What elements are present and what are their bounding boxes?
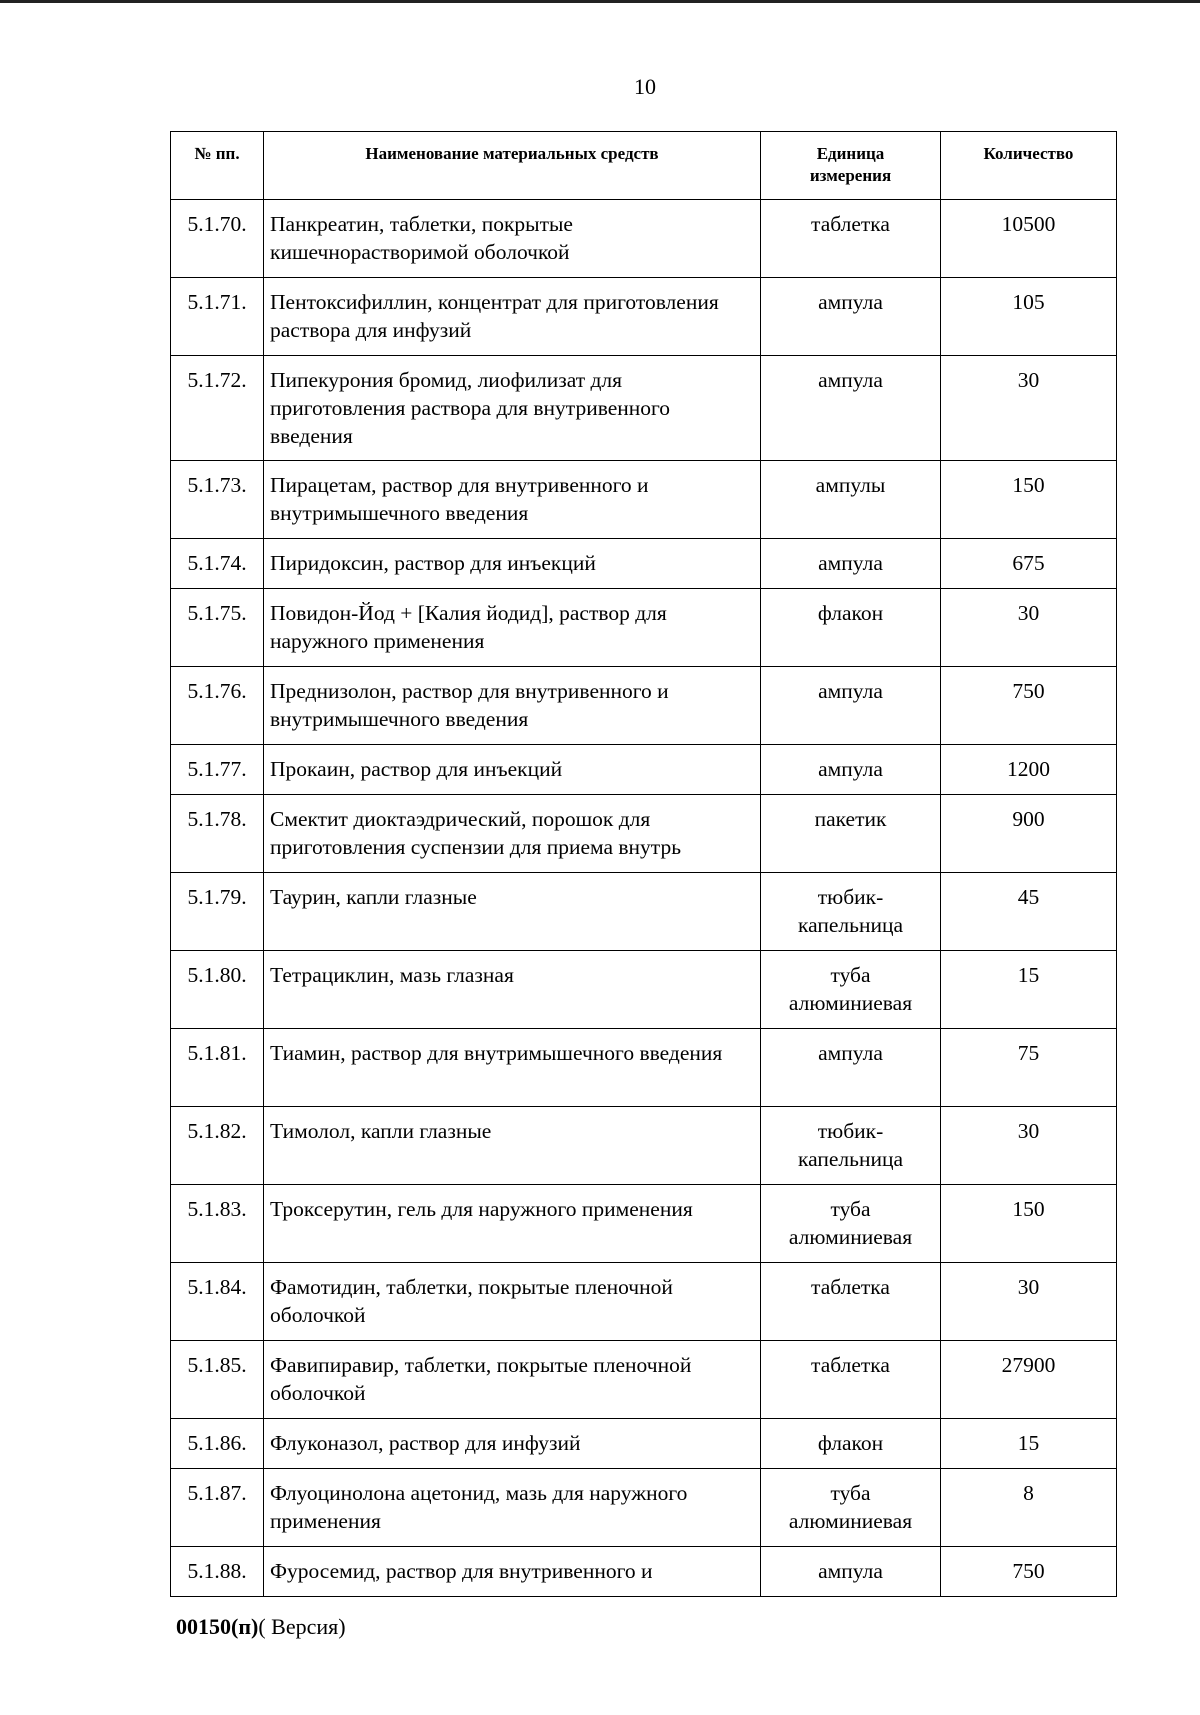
row-unit: тюбик-капельница bbox=[761, 873, 941, 951]
row-number: 5.1.70. bbox=[171, 200, 264, 278]
table-row bbox=[171, 461, 1117, 539]
row-item-name: Флуконазол, раствор для инфузий bbox=[264, 1419, 761, 1469]
row-unit: ампула bbox=[761, 745, 941, 795]
row-unit: тюбик-капельница bbox=[761, 1107, 941, 1185]
row-quantity: 30 bbox=[941, 356, 1117, 461]
row-unit: ампула bbox=[761, 667, 941, 745]
row-unit: флакон bbox=[761, 589, 941, 667]
document-code bbox=[176, 1614, 346, 1640]
row-quantity: 10500 bbox=[941, 200, 1117, 278]
row-number: 5.1.82. bbox=[171, 1107, 264, 1185]
row-item-name: Флуоцинолона ацетонид, мазь для наружного применения bbox=[264, 1469, 761, 1547]
header-num: № пп. bbox=[171, 132, 264, 200]
row-unit: ампула bbox=[761, 1029, 941, 1107]
row-item-name: Пиридоксин, раствор для инъекций bbox=[264, 539, 761, 589]
row-item-name: Прокаин, раствор для инъекций bbox=[264, 745, 761, 795]
row-item-name: Панкреатин, таблетки, покрытые кишечнорастворимой оболочкой bbox=[264, 200, 761, 278]
table-body bbox=[171, 200, 1117, 1597]
row-number: 5.1.84. bbox=[171, 1263, 264, 1341]
row-number: 5.1.83. bbox=[171, 1185, 264, 1263]
row-item-name: Троксерутин, гель для наружного применения bbox=[264, 1185, 761, 1263]
document-code-number: 00150(п) bbox=[176, 1614, 259, 1639]
row-number: 5.1.87. bbox=[171, 1469, 264, 1547]
table-row bbox=[171, 200, 1117, 278]
table-row bbox=[171, 1419, 1117, 1469]
row-unit: ампула bbox=[761, 356, 941, 461]
row-number: 5.1.76. bbox=[171, 667, 264, 745]
table-row bbox=[171, 589, 1117, 667]
row-quantity: 750 bbox=[941, 1547, 1117, 1597]
row-quantity: 30 bbox=[941, 1263, 1117, 1341]
row-quantity: 150 bbox=[941, 1185, 1117, 1263]
row-unit: туба алюминиевая bbox=[761, 951, 941, 1029]
row-quantity: 75 bbox=[941, 1029, 1117, 1107]
table-row bbox=[171, 795, 1117, 873]
row-item-name: Тетрациклин, мазь глазная bbox=[264, 951, 761, 1029]
table-row bbox=[171, 1341, 1117, 1419]
row-item-name: Фамотидин, таблетки, покрытые пленочной оболочкой bbox=[264, 1263, 761, 1341]
table-row bbox=[171, 278, 1117, 356]
row-quantity: 30 bbox=[941, 589, 1117, 667]
row-number: 5.1.86. bbox=[171, 1419, 264, 1469]
row-quantity: 750 bbox=[941, 667, 1117, 745]
table-row bbox=[171, 539, 1117, 589]
row-unit: пакетик bbox=[761, 795, 941, 873]
row-unit: флакон bbox=[761, 1419, 941, 1469]
row-quantity: 900 bbox=[941, 795, 1117, 873]
row-item-name: Пирацетам, раствор для внутривенного и внутримышечного введения bbox=[264, 461, 761, 539]
row-quantity: 15 bbox=[941, 1419, 1117, 1469]
table-row bbox=[171, 1547, 1117, 1597]
row-unit: туба алюминиевая bbox=[761, 1185, 941, 1263]
table-row bbox=[171, 1185, 1117, 1263]
table-row bbox=[171, 745, 1117, 795]
row-item-name: Фавипиравир, таблетки, покрытые пленочной оболочкой bbox=[264, 1341, 761, 1419]
table-row bbox=[171, 1107, 1117, 1185]
row-item-name: Фуросемид, раствор для внутривенного и bbox=[264, 1547, 761, 1597]
row-number: 5.1.73. bbox=[171, 461, 264, 539]
row-number: 5.1.81. bbox=[171, 1029, 264, 1107]
row-number: 5.1.80. bbox=[171, 951, 264, 1029]
row-quantity: 105 bbox=[941, 278, 1117, 356]
row-item-name: Тимолол, капли глазные bbox=[264, 1107, 761, 1185]
top-border-line bbox=[0, 0, 1200, 3]
row-number: 5.1.71. bbox=[171, 278, 264, 356]
row-quantity: 675 bbox=[941, 539, 1117, 589]
header-name: Наименование материальных средств bbox=[264, 132, 761, 200]
row-quantity: 15 bbox=[941, 951, 1117, 1029]
row-number: 5.1.88. bbox=[171, 1547, 264, 1597]
row-item-name: Пентоксифиллин, концентрат для приготовления раствора для инфузий bbox=[264, 278, 761, 356]
row-unit: таблетка bbox=[761, 200, 941, 278]
row-number: 5.1.74. bbox=[171, 539, 264, 589]
row-unit: таблетка bbox=[761, 1263, 941, 1341]
row-unit: ампула bbox=[761, 278, 941, 356]
row-quantity: 45 bbox=[941, 873, 1117, 951]
row-quantity: 8 bbox=[941, 1469, 1117, 1547]
row-number: 5.1.78. bbox=[171, 795, 264, 873]
row-quantity: 150 bbox=[941, 461, 1117, 539]
table-row bbox=[171, 1029, 1117, 1107]
row-number: 5.1.85. bbox=[171, 1341, 264, 1419]
row-item-name: Смектит диоктаэдрический, порошок для приготовления суспензии для приема внутрь bbox=[264, 795, 761, 873]
table-row bbox=[171, 951, 1117, 1029]
row-quantity: 30 bbox=[941, 1107, 1117, 1185]
header-qty: Количество bbox=[941, 132, 1117, 200]
row-item-name: Пипекурония бромид, лиофилизат для приготовления раствора для внутривенного введения bbox=[264, 356, 761, 461]
row-number: 5.1.79. bbox=[171, 873, 264, 951]
row-item-name: Преднизолон, раствор для внутривенного и внутримышечного введения bbox=[264, 667, 761, 745]
row-unit: ампула bbox=[761, 1547, 941, 1597]
table-row bbox=[171, 667, 1117, 745]
row-unit: туба алюминиевая bbox=[761, 1469, 941, 1547]
row-number: 5.1.75. bbox=[171, 589, 264, 667]
row-item-name: Повидон-Йод + [Калия йодид], раствор для наружного применения bbox=[264, 589, 761, 667]
table-row bbox=[171, 1263, 1117, 1341]
header-unit: Единица измерения bbox=[761, 132, 941, 200]
table-row bbox=[171, 356, 1117, 461]
row-quantity: 1200 bbox=[941, 745, 1117, 795]
document-code-version: ( Версия) bbox=[258, 1614, 346, 1639]
materials-table bbox=[170, 131, 1117, 1597]
row-unit: ампула bbox=[761, 539, 941, 589]
row-quantity: 27900 bbox=[941, 1341, 1117, 1419]
row-unit: таблетка bbox=[761, 1341, 941, 1419]
table-header-row bbox=[171, 132, 1117, 200]
row-item-name: Таурин, капли глазные bbox=[264, 873, 761, 951]
row-unit: ампулы bbox=[761, 461, 941, 539]
row-number: 5.1.72. bbox=[171, 356, 264, 461]
row-number: 5.1.77. bbox=[171, 745, 264, 795]
row-item-name: Тиамин, раствор для внутримышечного введения bbox=[264, 1029, 761, 1107]
page-number: 10 bbox=[634, 74, 656, 99]
table-row bbox=[171, 873, 1117, 951]
table-row bbox=[171, 1469, 1117, 1547]
